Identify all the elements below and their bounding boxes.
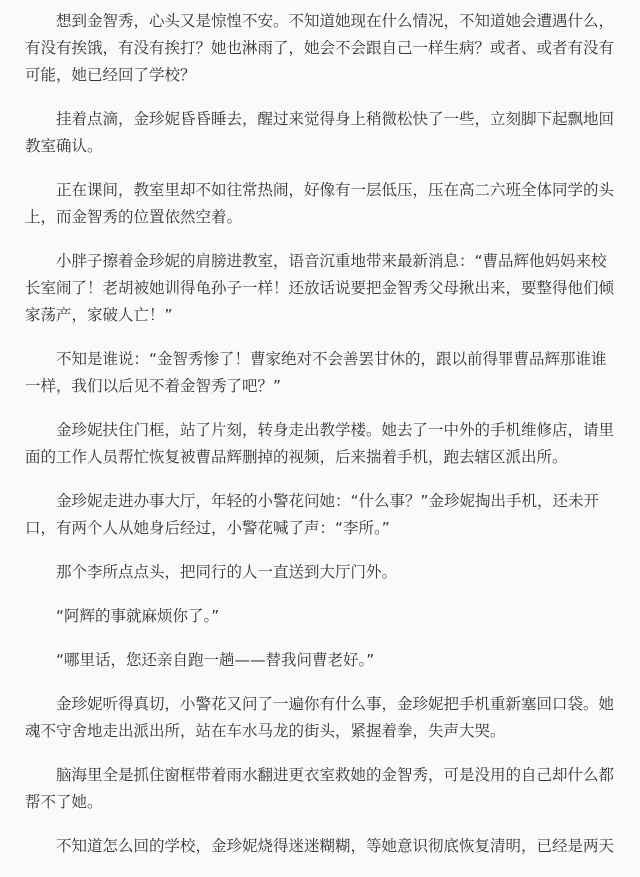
paragraph-9: “阿辉的事就麻烦你了。”: [56, 607, 220, 625]
paragraph-12: 脑海里全是抓住窗框带着雨水翻进更衣室救她的金智秀，可是没用的自己却什么都帮不了她。: [25, 766, 615, 811]
paragraph-4: 小胖子擦着金珍妮的肩膀进教室，语音沉重地带来最新消息：“曹品辉他妈妈来校长室闹了！老胡被她训得龟孙子一样！还放话说要把金智秀父母揪出来，要整得他们倾家荡产，家破人亡！”: [25, 252, 615, 324]
paragraph-5: 不知是谁说：“金智秀惨了！曹家绝对不会善罢甘休的，跟以前得罪曹品辉那谁谁一样，我们以后见不着金智秀了吧？”: [25, 350, 607, 395]
paragraph-1: 想到金智秀，心头又是惊惶不安。不知道她现在什么情况，不知道她会遭遇什么，有没有挨饿，有没有挨打？她也淋雨了，她会不会跟自己一样生病？或者、或者有没有可能，她已经回了学校？: [25, 12, 615, 84]
story-text: [25, 8, 615, 877]
paragraph-10: “哪里话，您还亲自跑一趟——替我问曹老好。”: [56, 651, 375, 669]
paragraph-11: 金珍妮听得真切，小警花又问了一遍你有什么事，金珍妮把手机重新塞回口袋。她魂不守舍地走出派出所，站在车水马龙的街头，紧握着拳，失声大哭。: [25, 695, 615, 740]
paragraph-7: 金珍妮走进办事大厅，年轻的小警花问她：“什么事？”金珍妮掏出手机，还未开口，有两个人从她身后经过，小警花喊了声：“李所。”: [25, 492, 600, 537]
paragraph-8: 那个李所点点头，把同行的人一直送到大厅门外。: [56, 563, 398, 581]
paragraph-2: 挂着点滴，金珍妮昏昏睡去，醒过来觉得身上稍微松快了一些，立刻脚下起飘地回教室确认。: [25, 110, 615, 155]
paragraph-13: 不知道怎么回的学校，金珍妮烧得迷迷糊糊，等她意识彻底恢复清明，已经是两天: [56, 837, 615, 855]
paragraph-3: 正在课间，教室里却不如往常热闹，好像有一层低压，压在高二六班全体同学的头上，而金智秀的位置依然空着。: [25, 181, 615, 226]
paragraph-6: 金珍妮扶住门框，站了片刻，转身走出教学楼。她去了一中外的手机维修店，请里面的工作人员帮忙恢复被曹品辉删掉的视频，后来揣着手机，跑去辖区派出所。: [25, 421, 615, 466]
